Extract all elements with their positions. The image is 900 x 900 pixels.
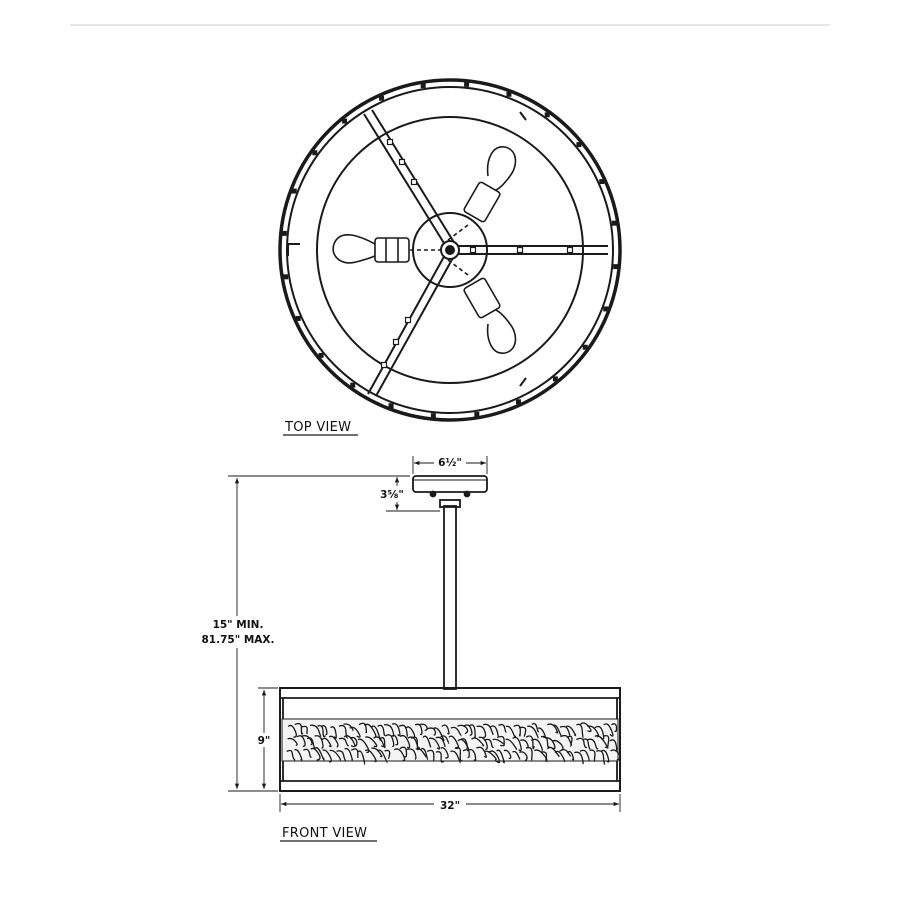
top-view-title: TOP VIEW xyxy=(285,420,352,435)
dim-canopy-width: 6½" xyxy=(438,457,462,469)
front-view-title: FRONT VIEW xyxy=(282,826,368,841)
dim-overall-max: 81.75" MAX. xyxy=(201,634,275,646)
top-view xyxy=(280,80,620,420)
bulb-lower-right xyxy=(448,260,515,353)
bulb-upper-right xyxy=(448,147,515,240)
dim-overall-min: 15" MIN. xyxy=(212,619,264,631)
dim-shade-height: 9" xyxy=(257,735,271,747)
dim-diameter: 32" xyxy=(439,800,461,812)
bulb-left xyxy=(333,235,440,263)
canopy xyxy=(413,476,487,492)
stem xyxy=(444,506,456,689)
dim-canopy-height: 3⅝" xyxy=(380,489,404,501)
decorative-band xyxy=(282,719,618,761)
front-view xyxy=(280,476,620,791)
hub-cap xyxy=(445,245,455,255)
